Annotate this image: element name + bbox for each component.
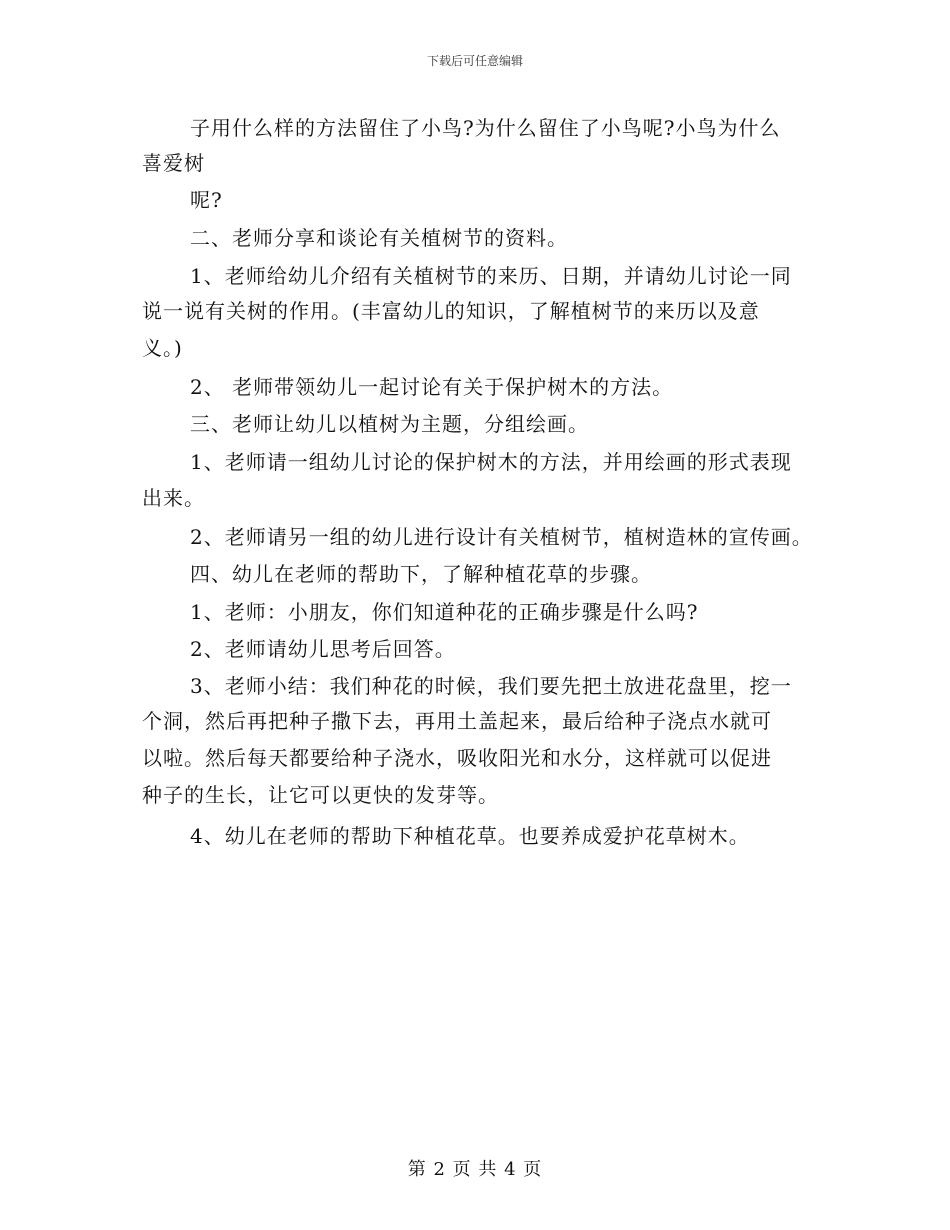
- paragraph-line: 义。): [142, 336, 183, 360]
- paragraph-line: 2、老师请幼儿思考后回答。: [190, 637, 456, 661]
- paragraph-line: 2、 老师带领幼儿一起讨论有关于保护树木的方法。: [190, 375, 674, 399]
- paragraph-line: 三、老师让幼儿以植树为主题，分组绘画。: [190, 412, 589, 436]
- paragraph-line: 出来。: [142, 486, 205, 510]
- paragraph-line: 1、老师给幼儿介绍有关植树节的来历、日期，并请幼儿讨论一同: [190, 264, 792, 288]
- paragraph-line: 以啦。然后每天都要给种子浇水，吸收阳光和水分，这样就可以促进: [142, 746, 772, 770]
- paragraph-line: 个洞，然后再把种子撒下去，再用土盖起来，最后给种子浇点水就可: [142, 709, 772, 733]
- paragraph-line: 子用什么样的方法留住了小鸟?为什么留住了小鸟呢?小鸟为什么: [190, 116, 781, 140]
- paragraph-line: 喜爱树: [142, 151, 205, 175]
- page-footer: 第 2 页 共 4 页: [407, 1159, 543, 1180]
- paragraph-line: 2、老师请另一组的幼儿进行设计有关植树节，植树造林的宣传画。: [190, 525, 813, 549]
- paragraph-line: 呢?: [190, 188, 223, 212]
- paragraph-line: 4、幼儿在老师的帮助下种植花草。也要养成爱护花草树木。: [190, 824, 750, 848]
- paragraph-line: 说一说有关树的作用。(丰富幼儿的知识，了解植树节的来历以及意: [142, 299, 760, 323]
- paragraph-line: 1、老师：小朋友，你们知道种花的正确步骤是什么吗?: [190, 600, 699, 624]
- paragraph-line: 二、老师分享和谈论有关植树节的资料。: [190, 226, 568, 250]
- paragraph-line: 四、幼儿在老师的帮助下，了解种植花草的步骤。: [190, 562, 652, 586]
- paragraph-line: 1、老师请一组幼儿讨论的保护树木的方法，并用绘画的形式表现: [190, 450, 792, 474]
- paragraph-line: 种子的生长，让它可以更快的发芽等。: [142, 783, 499, 807]
- paragraph-line: 3、老师小结：我们种花的时候，我们要先把土放进花盘里，挖一: [190, 674, 792, 698]
- page-header: 下载后可任意编辑: [426, 54, 523, 68]
